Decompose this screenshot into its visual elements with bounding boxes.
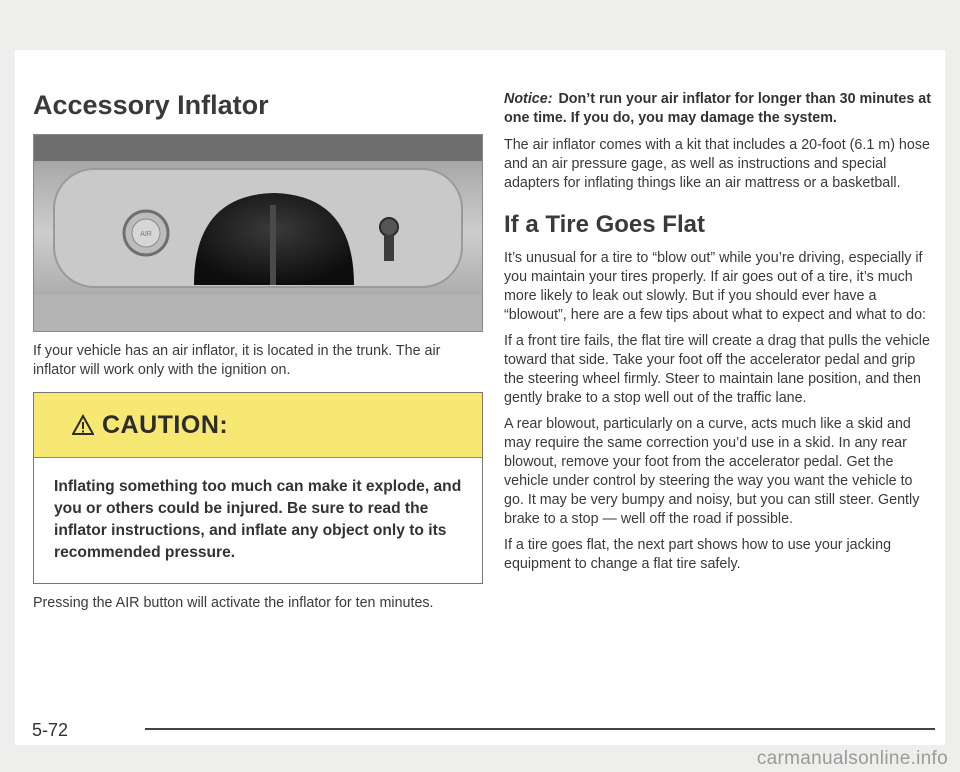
page-number: 5-72 [32, 720, 69, 740]
rear-blowout-text: A rear blowout, particularly on a curve, acts much like a skid and may require the same correction you’d use in a skid. In any rear blowout, remove your foot from the accelerator pedal. Get the vehicle under control by steering the way you want the vehicle to go. It may be very bumpy and noisy, but you can still steer. Gently brake to a stop — well off the road if possible. [504, 416, 920, 527]
caution-text: Inflating something too much can make it explode, and you or others could be injured. Be sure to read the inflator instructions, and inflate any object only to its recommended pressure. [54, 478, 462, 561]
caution-header [34, 393, 482, 458]
notice-paragraph [504, 90, 934, 128]
notice-text: Don’t run your air inflator for longer than 30 minutes at one time. If you do, you may damage the system. [504, 91, 932, 126]
section-title-tire-flat: If a Tire Goes Flat [504, 211, 705, 238]
blowout-intro-text: It’s unusual for a tire to “blow out” while you’re driving, especially if you maintain your tires properly. If air goes out of a tire, it’s much more likely to leak out slowly. But if you should ever have a “blowout”, here are a few tips about what to expect and what to do: [504, 250, 927, 323]
footer-rule [145, 728, 935, 730]
front-tire-text: If a front tire fails, the flat tire will create a drag that pulls the vehicle toward that side. Take your foot off the accelerator pedal and grip the steering wheel firmly. Steer to maintain lane position, and then gently brake to a stop well out of the traffic lane. [504, 333, 930, 406]
notice-label: Notice: [504, 91, 553, 107]
air-button-label: AIR [140, 231, 152, 238]
left-column [33, 90, 485, 620]
next-part-text: If a tire goes flat, the next part shows how to use your jacking equipment to change a flat tire safely. [504, 537, 892, 572]
inflator-location-text: If your vehicle has an air inflator, it is located in the trunk. The air inflator will work only with the ignition on. [33, 343, 441, 378]
air-button-text: Pressing the AIR button will activate the inflator for ten minutes. [33, 595, 434, 611]
right-column [504, 90, 934, 581]
caution-box [33, 392, 483, 584]
watermark: carmanualsonline.info [756, 748, 948, 769]
caution-label: CAUTION: [102, 410, 229, 439]
inflator-kit-text: The air inflator comes with a kit that includes a 20-foot (6.1 m) hose and an air pressure gage, as well as instructions and special adapters for inflating things like an air mattress or a basketball. [504, 137, 930, 191]
inflator-photo [33, 134, 483, 332]
manual-page [15, 50, 945, 745]
warning-triangle-icon [72, 414, 94, 436]
inflator-illustration [34, 135, 482, 331]
section-title-accessory-inflator: Accessory Inflator [33, 90, 269, 120]
